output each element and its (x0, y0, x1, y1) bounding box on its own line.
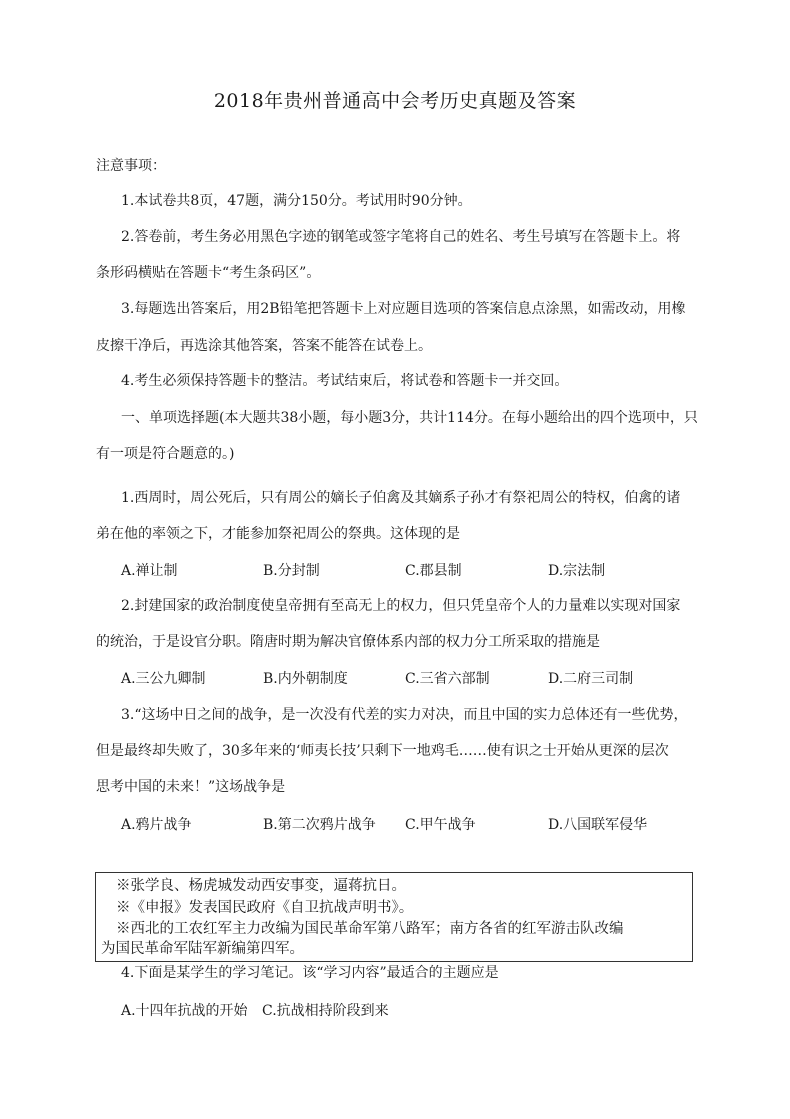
question-4-option-a: A.十四年抗战的开始 (121, 1003, 248, 1019)
study-note-line: 为国民革命军陆军新编第四军。 (101, 941, 304, 957)
section-heading: 一、单项选择题(本大题共38小题，每小题3分，共计114分。在每小题给出的四个选项中，只 (121, 410, 698, 426)
question-4-stem: 4.下面是某学生的学习笔记。该“学习内容”最适合的主题应是 (121, 965, 499, 981)
question-3-stem: 3.“这场中日之间的战争，是一次没有代差的实力对决，而且中国的实力总体还有一些优势， (121, 707, 688, 723)
question-1-option-a: A.禅让制 (121, 563, 178, 579)
question-2-option-d: D.二府三司制 (548, 671, 634, 687)
notice-line: 3.每题选出答案后，用2B铅笔把答题卡上对应题目选项的答案信息点涂黑，如需改动，用橡 (121, 301, 686, 317)
question-3-option-d: D.八国联军侵华 (548, 817, 648, 833)
question-1-stem: 1.西周时，周公死后，只有周公的嫡长子伯禽及其嫡系子孙才有祭祀周公的特权，伯禽的诸 (121, 490, 681, 506)
question-3-stem-cont: 但是最终却失败了，30多年来的‘师夷长技’只剩下一地鸡毛……使有识之士开始从更深的层次 (96, 743, 669, 759)
study-notes-box (95, 872, 693, 962)
study-note-line: ※张学良、杨虎城发动西安事变，逼蒋抗日。 (116, 878, 406, 894)
notice-line: 4.考生必须保持答题卡的整洁。考试结束后，将试卷和答题卡一并交回。 (121, 373, 569, 389)
question-2-option-b: B.内外朝制度 (263, 671, 348, 687)
notice-line: 皮擦干净后，再选涂其他答案，答案不能答在试卷上。 (96, 338, 432, 354)
study-note-line: ※《申报》发表国民政府《自卫抗战声明书》。 (116, 900, 414, 916)
section-heading-cont: 有一项是符合题意的。) (96, 446, 235, 462)
question-2-stem: 2.封建国家的政治制度使皇帝拥有至高无上的权力，但只凭皇帝个人的力量难以实现对国家 (121, 598, 681, 614)
question-4-option-c: C.抗战相持阶段到来 (262, 1003, 389, 1019)
question-2-option-a: A.三公九卿制 (121, 671, 206, 687)
question-3-option-c: C.甲午战争 (405, 817, 476, 833)
question-1-option-c: C.郡县制 (405, 563, 462, 579)
question-1-option-d: D.宗法制 (548, 563, 606, 579)
notice-line: 2.答卷前，考生务必用黑色字迹的钢笔或签字笔将自己的姓名、考生号填写在答题卡上。将 (121, 229, 681, 245)
question-3-stem-cont: 思考中国的未来！”这场战争是 (96, 779, 286, 795)
notice-heading: 注意事项： (96, 158, 166, 174)
question-3-option-b: B.第二次鸦片战争 (263, 817, 376, 833)
document-title: 2018年贵州普通高中会考历史真题及答案 (213, 90, 577, 112)
question-1-option-b: B.分封制 (263, 563, 320, 579)
notice-line: 条形码横贴在答题卡“考生条码区”。 (96, 265, 321, 281)
study-note-line: ※西北的工农红军主力改编为国民革命军第八路军；南方各省的红军游击队改编 (116, 921, 624, 937)
notice-line: 1.本试卷共8页，47题，满分150分。考试用时90分钟。 (121, 193, 472, 209)
question-2-stem-cont: 的统治，于是设官分职。隋唐时期为解决官僚体系内部的权力分工所采取的措施是 (96, 634, 600, 650)
question-3-option-a: A.鸦片战争 (121, 817, 192, 833)
question-1-stem-cont: 弟在他的率领之下，才能参加祭祀周公的祭典。这体现的是 (96, 526, 460, 542)
question-2-option-c: C.三省六部制 (405, 671, 490, 687)
